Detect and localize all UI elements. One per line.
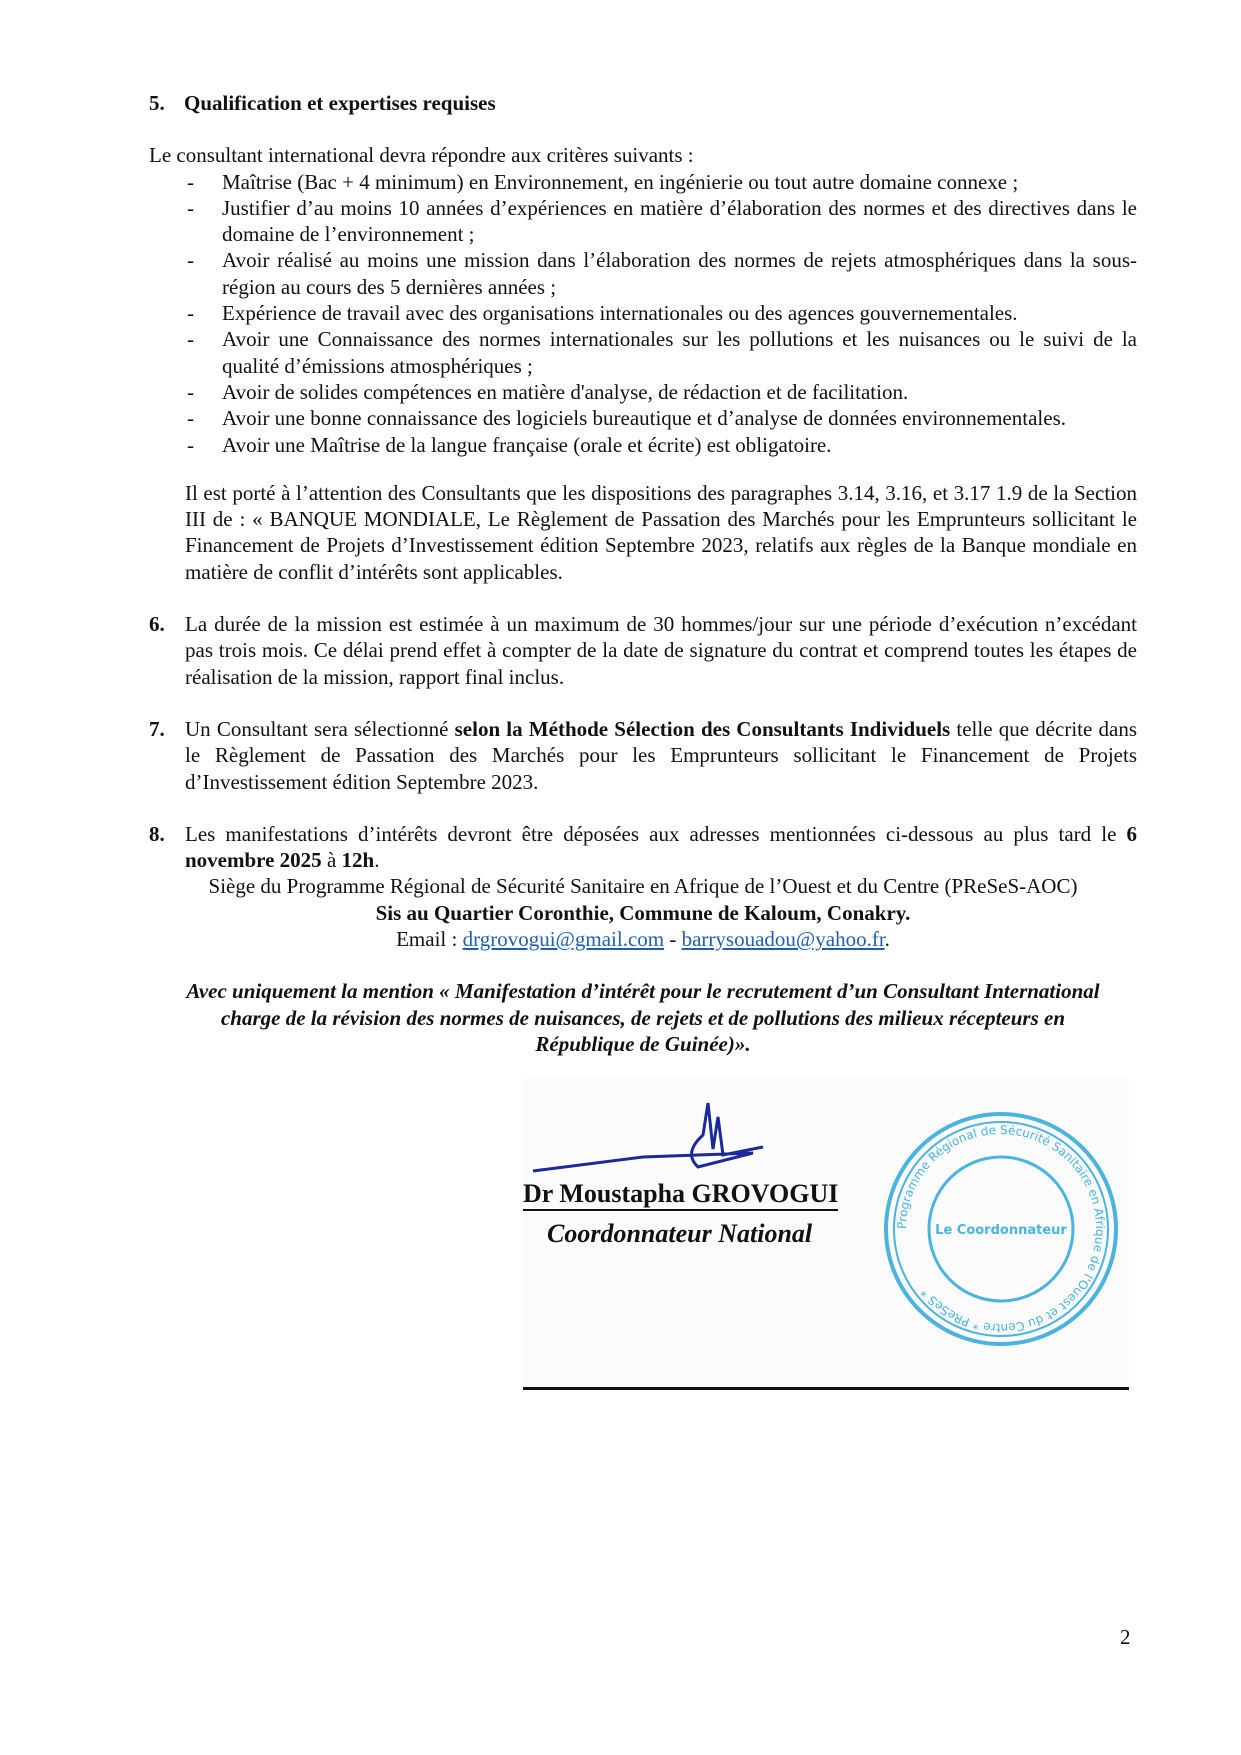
criteria-text: Avoir une Connaissance des normes internationales sur les pollutions et les nuisances ou le suivi de la qualité d’émissions atmosphériques ;: [222, 327, 1137, 378]
text: .: [884, 927, 890, 952]
dash-bullet: -: [187, 195, 194, 220]
address-line-2: Sis au Quartier Coronthie, Commune de Kaloum, Conakry.: [375, 900, 911, 925]
criteria-item: [149, 326, 1137, 379]
criteria-item: [149, 247, 1137, 300]
section-number: 7.: [149, 716, 165, 741]
section-6-text: La durée de la mission est estimée à un maximum de 30 hommes/jour sur une période d’exécution n’excédant pas trois mois. Ce délai prend effet à compter de la date de signature du contrat et comprend toutes les étapes de réalisation de la mission, rapport final inclus.: [185, 612, 1137, 689]
email-link-2[interactable]: barrysouadou@yahoo.fr: [681, 927, 885, 952]
attention-text: Il est porté à l’attention des Consultants que les dispositions des paragraphes 3.14, 3.16, et 3.17 1.9 de la Section III de : « BANQUE MONDIALE, Le Règlement de Passation des Marchés pour les Emprunteurs sollicitant le Financement de Projets d’Investissement édition Septembre 2023, relatifs aux règles de la Banque mondiale en matière de conflit d’intérêts sont applicables.: [185, 480, 1137, 584]
method-emphasis: selon la Méthode Sélection des Consultants Individuels: [454, 716, 951, 741]
official-stamp: [886, 1114, 1116, 1344]
text: Les manifestations d’intérêts devront être déposées aux adresses mentionnées ci-dessous au plus tard le: [185, 821, 1127, 846]
criteria-list: [149, 169, 1137, 458]
stamp-center-text: Le Coordonnateur: [935, 1223, 1067, 1239]
signatory-name: Dr Moustapha GROVOGUI: [523, 1179, 838, 1211]
dash-bullet: -: [187, 248, 194, 273]
criteria-text: Justifier d’au moins 10 années d’expériences en matière d’élaboration des normes et des directives dans le domaine de l’environnement ;: [222, 195, 1137, 247]
deadline-date: 6 novembre 2025: [185, 821, 1137, 873]
criteria-intro: Le consultant international devra répondre aux critères suivants :: [149, 143, 694, 168]
dash-bullet: -: [187, 301, 194, 326]
dash-bullet: -: [187, 327, 194, 352]
section-number: 6.: [149, 612, 165, 637]
dash-bullet: -: [187, 379, 194, 404]
address-line-1: Siège du Programme Régional de Sécurité Sanitaire en Afrique de l’Ouest et du Centre (PReSeS-AOC): [208, 874, 1078, 899]
text: Un Consultant sera sélectionné: [185, 716, 455, 741]
document-body: [149, 90, 1137, 1390]
mention-note: Avec uniquement la mention « Manifestation d’intérêt pour le recrutement d’un Consultant International charge de la révision des normes de nuisances, de rejets et de pollutions des milieux récepteurs en République de Guinée)».: [186, 979, 1100, 1056]
dash-bullet: -: [187, 432, 194, 457]
section-8-text: [185, 821, 1137, 874]
page-number: 2: [1120, 1625, 1131, 1649]
dash-bullet: -: [187, 406, 194, 431]
criteria-text: Avoir une bonne connaissance des logiciels bureautique et d’analyse de données environnementales.: [222, 406, 1066, 431]
criteria-text: Avoir de solides compétences en matière d'analyse, de rédaction et de facilitation.: [222, 379, 909, 404]
criteria-item: [149, 169, 1137, 195]
criteria-item: [149, 195, 1137, 248]
stamp-ring-text: Programme Régional de Sécurité Sanitaire en Afrique de l'Ouest et du Centre * PReSeS *: [894, 1123, 1108, 1336]
dash-bullet: -: [187, 169, 194, 194]
section-7-text: [185, 716, 1137, 795]
email-link-1[interactable]: drgrovogui@gmail.com: [462, 927, 665, 952]
email-line: [149, 926, 1137, 952]
criteria-text: Avoir une Maîtrise de la langue française (orale et écrite) est obligatoire.: [222, 432, 832, 457]
criteria-item: [149, 300, 1137, 326]
email-label: Email :: [396, 927, 463, 952]
criteria-item: [149, 405, 1137, 431]
text: .: [374, 848, 380, 873]
deadline-time: 12h: [341, 848, 375, 873]
handwritten-signature: [533, 1103, 763, 1171]
section-5-heading: [149, 90, 1137, 116]
section-7: [149, 716, 1137, 795]
section-8: [149, 821, 1137, 952]
criteria-text: Maîtrise (Bac + 4 minimum) en Environnement, en ingénierie ou tout autre domaine connexe ;: [222, 169, 1019, 194]
separator: -: [664, 927, 682, 952]
criteria-text: Avoir réalisé au moins une mission dans l’élaboration des normes de rejets atmosphériques dans la sous- région au cours des 5 dernières années ;: [222, 248, 1137, 299]
section-number: 8.: [149, 821, 165, 846]
attention-paragraph: [149, 480, 1137, 585]
criteria-item: [149, 432, 1137, 458]
criteria-text: Expérience de travail avec des organisations internationales ou des agences gouvernementales.: [222, 301, 1018, 326]
signatory-role: Coordonnateur National: [547, 1219, 813, 1249]
section-title: Qualification et expertises requises: [184, 91, 496, 115]
criteria-item: [149, 379, 1137, 405]
section-6: [149, 611, 1137, 690]
text: telle que décrite dans le Règlement de Passation des Marchés pour les Emprunteurs sollicitant le Financement de Projets d’Investissement édition Septembre 2023.: [185, 716, 1137, 794]
section-number: 5.: [149, 91, 165, 115]
signature-block: [523, 1079, 1129, 1390]
text: à: [321, 848, 342, 873]
